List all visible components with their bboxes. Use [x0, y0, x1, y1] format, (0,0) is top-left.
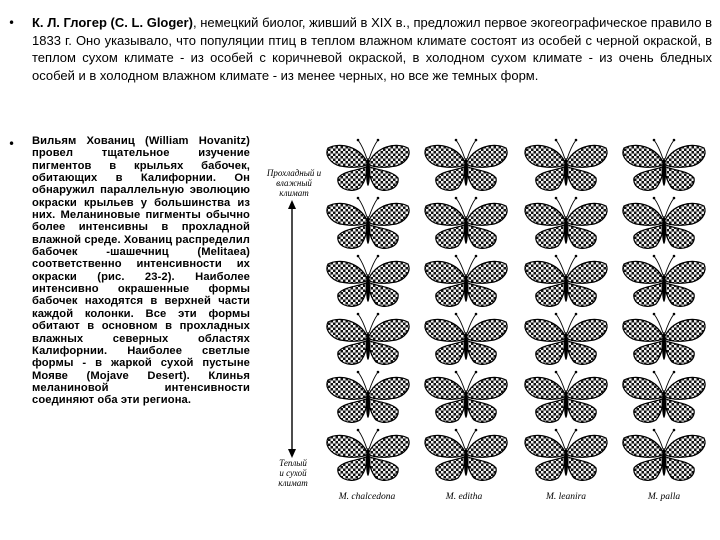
climate-gradient-arrow — [282, 200, 302, 458]
butterfly-specimen — [327, 429, 409, 481]
butterfly-specimen — [327, 255, 409, 307]
species-label-chalcedona: M. chalcedona — [338, 492, 396, 502]
butterfly-specimen — [623, 371, 705, 423]
butterfly-specimen — [525, 429, 607, 481]
butterfly-specimen — [623, 139, 705, 191]
butterfly-specimen — [425, 313, 507, 365]
warm-dry-label: Теплый и сухой климат — [278, 458, 308, 488]
butterfly-specimen — [623, 197, 705, 249]
butterfly-specimen — [327, 371, 409, 423]
butterfly-specimen — [327, 139, 409, 191]
butterfly-specimen — [525, 313, 607, 365]
species-label-leanira: M. leanira — [545, 492, 587, 502]
butterfly-specimen — [327, 313, 409, 365]
cool-humid-label: Прохладный и влажный климат — [266, 168, 322, 198]
butterfly-specimen — [623, 255, 705, 307]
bullet-1: • — [8, 16, 16, 30]
butterfly-specimen — [425, 197, 507, 249]
butterfly-specimen — [623, 313, 705, 365]
butterfly-specimen — [623, 429, 705, 481]
paragraph-hovanitz: Вильям Хованиц (William Hovanitz) провел тщательное изучение пигментов в крыльях бабочек, обитающих в Калифорнии. Он обнаружил параллельную эволюцию окраски крыльев у большинства из них. Меланиновые пигменты обычно более интенсивны в прохладной влажной среде. Хованиц распределил бабочек -шашечниц (Melitaea) соответственно интенсивности их окраски (рис. 23-2). Наиболее интенсивно окрашенные формы бабочек находятся в верхней части каждой колонки. Все эти формы обитают в основном в прохладных влажных северных областях Калифорнии. Наиболее светлые формы - в жаркой сухой пустыне Мояве (Mojave Desert). Клинья меланиновой интенсивности соединяют оба эти региона. — [32, 135, 251, 407]
butterfly-specimen — [425, 255, 507, 307]
butterfly-specimen — [525, 139, 607, 191]
butterfly-specimen — [525, 255, 607, 307]
butterfly-specimen — [425, 139, 507, 191]
butterfly-specimen — [525, 197, 607, 249]
gloger-name: К. Л. Глогер (С. L. Gloger) — [32, 15, 193, 30]
butterfly-specimen — [327, 197, 409, 249]
gloger-text: , немецкий биолог, живший в XIX в., предложил первое экогеографическое правило в 1833 г. Оно указывало, что популяции птиц в теплом влажном климате состоят из особей с черной окраской, в теплом сухом климате - из особей с коричневой окраской, в холодном сухом климате - из очень бледных особей и в холодном влажном климате - из менее черных, но все же темных форм. — [32, 15, 713, 83]
butterfly-specimen — [425, 429, 507, 481]
paragraph-gloger — [32, 14, 712, 84]
butterfly-grid — [326, 138, 718, 490]
bullet-2: • — [8, 137, 16, 151]
butterfly-specimen — [525, 371, 607, 423]
butterfly-specimen — [425, 371, 507, 423]
species-label-palla: M. palla — [647, 492, 681, 502]
species-label-editha: M. editha — [445, 492, 483, 502]
